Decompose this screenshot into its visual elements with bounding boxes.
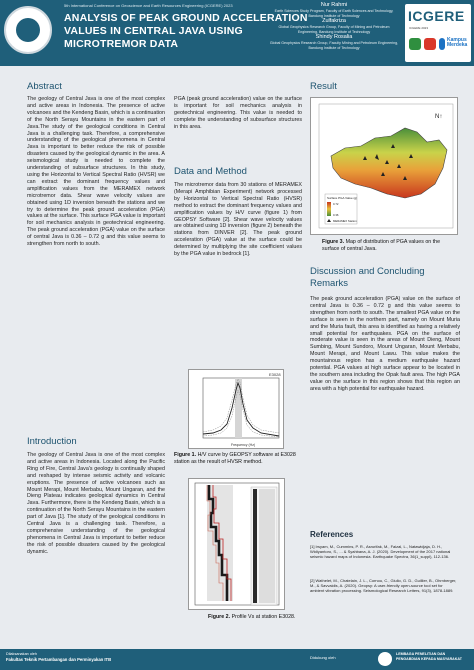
legend-station: MERAMEX Station bbox=[333, 219, 357, 223]
data-method-heading: Data and Method bbox=[174, 166, 247, 177]
poster-title: ANALYSIS OF PEAK GROUND ACCELERATION VALUES IN CENTRAL JAVA USING MICROTREMOR DATA bbox=[64, 12, 308, 50]
lppm-logo bbox=[378, 652, 392, 666]
hv-curve-plot bbox=[189, 370, 284, 449]
figure3-caption bbox=[322, 239, 450, 253]
brand-logo: ICGERE bbox=[408, 8, 465, 24]
footer-supported-by: Didukung oleh bbox=[310, 655, 336, 660]
author-affiliation: Global Geophysics Research Group, Faculty Mining and Petroleum Engineering, Bandung Institute of Technology bbox=[269, 41, 399, 50]
discussion-heading: Discussion and Concluding Remarks bbox=[310, 266, 425, 289]
pga-distribution-map bbox=[311, 98, 458, 235]
north-arrow-icon: N↑ bbox=[435, 114, 443, 120]
footer-organizer bbox=[6, 652, 111, 663]
vs-profile-plot bbox=[189, 479, 285, 610]
reference-1: [1] Irsyam, M., Cummins, P. R., Asrurifak, M., Faizal, L., Natawidjaja, D. H., Widiyantoro, S., ... & Syahbana, A. J. (2020). Development of the 2017 national seismic hazard maps of Indonesia. Earthquake Spectra, 36(1_suppl), 112-136. bbox=[310, 544, 451, 560]
figure1-caption bbox=[174, 452, 302, 466]
poster-header bbox=[0, 0, 474, 66]
reference-2: [2] Wathelet, M., Chatelain, J. L., Cornou, C., Giulio, G. D., Guillier, B., Ohrnberger, M., & Savvaidis, A. (2020). Geopsy: A user-friendly open-source tool set for ambient vibration processing. Seismological Research Letters, 91(3), 1878-1889. bbox=[310, 578, 457, 594]
legend-min: 0.36 bbox=[333, 213, 339, 217]
discussion-text: The peak ground acceleration (PGA) value on the surface of central Java is 0.36 – 0.72 g and this value seems to strengthen from north to south. The smallest PGA value on the surface is seen in the northern part, namely on Mount Muria and the Muria fault, this area is identified as having a relatively small potential for earthquakes. PGA on the surface of moderate value is seen in the areas of Mount Dieng, Mount Sumbing, Mount Sundoro, Mount Ungaran, Mount Merbabu, Mount Merapi, and Mount Lawu. This value makes the mountainous region has a medium earthquake hazard potential. PGA values at high surface appear to be located in the southern area including the Opak fault area. The high PGA value on the surface in this region shows that this region an area with a high potential for earthquake hazard. bbox=[310, 296, 460, 392]
legend-title: Surface PGA Value (g) bbox=[327, 196, 358, 200]
author-name: Zulfakriza bbox=[322, 18, 346, 25]
x-axis-label: Frequency (Hz) bbox=[231, 443, 256, 447]
icgere-logo-panel bbox=[405, 4, 471, 62]
introduction-heading: Introduction bbox=[27, 436, 77, 447]
data-method-text: The microtremor data from 30 stations of MERAMEX (Merapi Amphibian Experiment) network processed by Horizontal to Vertical Spectral Ratio (HVSR) method to extract the dominant frequency values and amplification values by H/V curve (figure 1) from GEOPSY Software [2]. Shear wave velocity values are obtained using 1D inversion (figure 2) beneath the stations from DINVER [2]. The peak ground acceleration (PGA) value at the surface could be determined by multiplying the site coefficient values by the PGA value in bedrock [1]. bbox=[174, 182, 302, 258]
conference-name: 5th International Conference on Geoscience and Earth Resources Engineering (ICGERE) 2023 bbox=[64, 3, 233, 8]
figure2-label: Figure 2. bbox=[208, 614, 231, 620]
footer-organized-by: Dilaksanakan oleh bbox=[6, 652, 38, 656]
abstract-heading: Abstract bbox=[27, 81, 62, 92]
brand-subtitle: ICGERE 2023 bbox=[409, 26, 429, 30]
figure3-text: Map of distribution of PGA values on the surface of central Java. bbox=[322, 239, 441, 252]
station-label: E3028 bbox=[269, 372, 281, 377]
figure2-text: Profile Vs at station E3028. bbox=[231, 614, 296, 620]
introduction-text: The geology of Central Java is one of the most complex and active areas in Indonesia. Located along the Pacific Ring of Fire, Central Java's geology is continually shaped and reshaped by intense seismic activity and volcanic eruptions. The presence of active volcanoes such as Mount Merapi, Mount Merbabu, Mount Ungaran, and the Dieng Plateau indicates geological dynamics in Central Java. Furthermore, there is the Kendeng Basin, which is a continuation of the North Serayu Mountains in the eastern part of Java [1]. The study of the geological conditions in Central Java is a challenging task. Therefore, a comprehensive understanding of the geological phenomena in Central Java is important to better reduce the risk of possible disasters caused by the geological dynamic. bbox=[27, 452, 165, 555]
partner-logo bbox=[424, 38, 436, 50]
itb-logo bbox=[4, 6, 52, 54]
legend-max: 0.72 bbox=[333, 202, 339, 206]
author-name: Shindy Rosalia bbox=[315, 34, 353, 41]
author-affiliation: Global Geophysics Research Group, Faculty of Mining and Petroleum Engineering, Bandung Institute of Technology bbox=[278, 25, 390, 34]
result-heading: Result bbox=[310, 81, 337, 92]
vs-profile-figure bbox=[188, 478, 285, 610]
author-block bbox=[268, 2, 400, 51]
figure3-label: Figure 3. bbox=[322, 239, 345, 245]
footer-lppm: LEMBAGA PENELITIAN DAN PENGABDIAN KEPADA MASYARAKAT bbox=[396, 652, 462, 661]
abstract-continuation: PGA (peak ground acceleration) value on the surface is important for soil mechanics analysis in geotechnical engineering. This value is needed to complete the understanding of subsurface structures in this area. bbox=[174, 96, 302, 130]
author-affiliation: Earth Sciences Study Program, Faculty of Earth Sciences and Technology, Bandung Institute of Technology bbox=[274, 9, 394, 18]
abstract-text: The geology of Central Java is one of the most complex and active areas in Indonesia. The presence of active volcanoes and the Kendeng Basin, which is a continuation of the North Serayu Mountains in the eastern part of Java.The study of the geological conditions in Central Java is a challenging task. Therefore, a comprehensive understanding of the geological phenomena in Central Java is important to better reduce the risk of possible disasters caused by the geological dynamic in the area. A seismological study is needed to complete the understanding of subsurface structures. In this study, using the Horizontal to Vertical Spectral Ratio (HVSR) we can extract the dominant frequency values and amplification values from the MERAMEX network microtremor data. Shear wave velocity values are obtained using 1D inversion beneath the stations and we try to determine the peak ground acceleration (PGA) values at the surface. This surface PGA value is important for soil mechanics analysis in geotechnical engineering. The peak ground acceleration (PGA) value on the surface of central Java is 0.36 – 0.72 g and this value seems to strengthen from north to south. bbox=[27, 96, 165, 248]
author-name: Nur Rahmi bbox=[320, 2, 348, 8]
figure1-text: H/V curve by GEOPSY software at E3028 station as the result of HVSR method. bbox=[174, 452, 296, 465]
references-heading: References bbox=[310, 530, 354, 539]
footer-faculty: Fakultas Teknik Pertambangan dan Perminyakan ITB bbox=[6, 657, 112, 662]
partner-logo bbox=[439, 38, 445, 50]
pga-map-figure bbox=[310, 97, 458, 235]
figure2-caption bbox=[208, 614, 308, 621]
poster-footer bbox=[0, 649, 474, 670]
figure1-label: Figure 1. bbox=[174, 452, 197, 458]
partner-logo bbox=[409, 38, 421, 50]
kampus-merdeka-logo: Kampus Merdeka bbox=[447, 37, 468, 48]
hv-curve-figure bbox=[188, 369, 284, 449]
